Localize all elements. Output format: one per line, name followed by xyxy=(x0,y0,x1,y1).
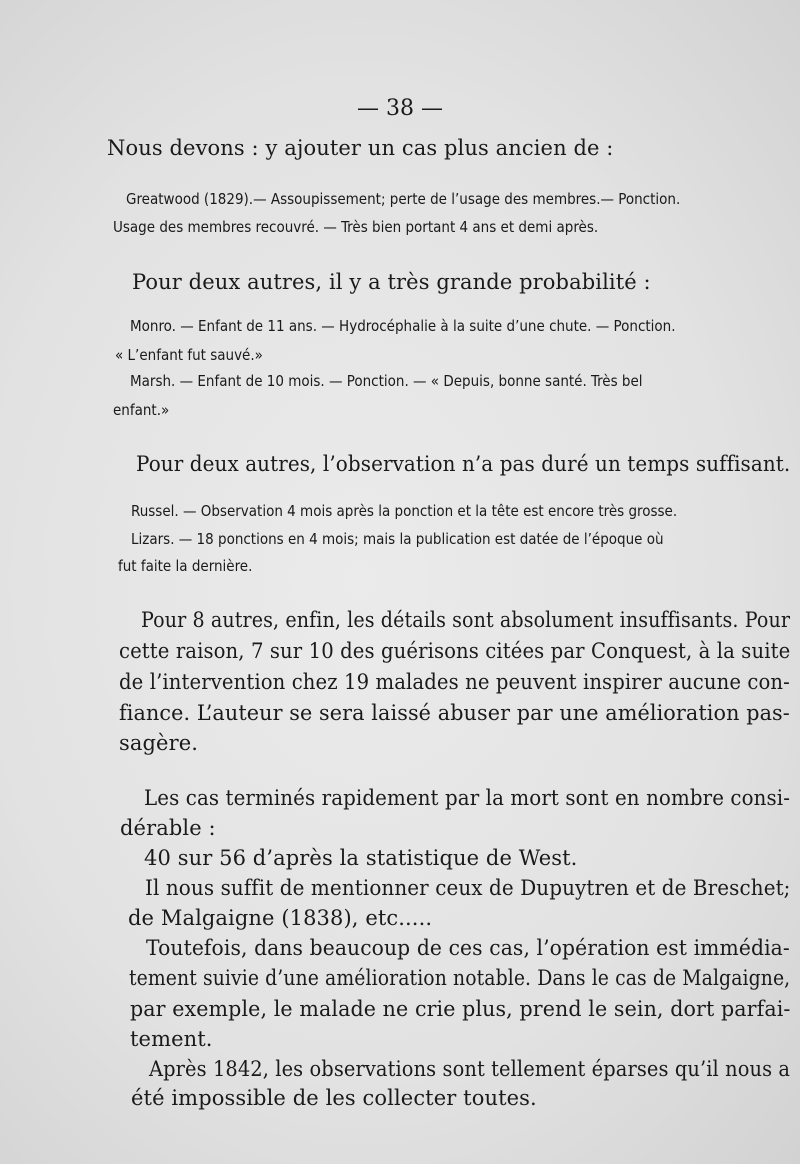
text-line: par exemple, le malade ne crie plus, prend le sein, dort parfai- xyxy=(130,997,791,1021)
text-line: tement. xyxy=(130,1027,213,1051)
text-line: Toutefois, dans beaucoup de ces cas, l’opération est immédia- xyxy=(146,936,790,960)
text-line: Marsh. — Enfant de 10 mois. — Ponction. — « Depuis, bonne santé. Très bel xyxy=(130,372,643,390)
text-line: tement suivie d’une amélioration notable. Dans le cas de Malgaigne, xyxy=(129,966,791,990)
text-line: Russel. — Observation 4 mois après la ponction et la tête est encore très grosse. xyxy=(131,502,678,520)
text-line: Pour 8 autres, enfin, les détails sont absolument insuffisants. Pour xyxy=(141,608,791,632)
text-line: Greatwood (1829).— Assoupissement; perte de l’usage des membres.— Ponction. xyxy=(126,190,681,208)
text-line: Nous devons : y ajouter un cas plus ancien de : xyxy=(107,136,614,160)
text-line: fut faite la dernière. xyxy=(118,557,253,575)
text-line: enfant.» xyxy=(113,401,170,419)
text-line: Après 1842, les observations sont tellement éparses qu’il nous a xyxy=(149,1057,791,1081)
text-line: fiance. L’auteur se sera laissé abuser par une amélioration pas- xyxy=(119,701,790,725)
text-line: 40 sur 56 d’après la statistique de West. xyxy=(144,846,578,870)
text-line: dérable : xyxy=(120,816,216,840)
text-line: de Malgaigne (1838), etc..... xyxy=(128,906,433,930)
text-line: été impossible de les collecter toutes. xyxy=(131,1086,537,1110)
text-line: Pour deux autres, l’observation n’a pas duré un temps suffisant. xyxy=(136,452,791,476)
text-line: Lizars. — 18 ponctions en 4 mois; mais la publication est datée de l’époque où xyxy=(131,530,664,548)
text-line: Il nous suffit de mentionner ceux de Dupuytren et de Breschet; xyxy=(145,876,791,900)
text-line: de l’intervention chez 19 malades ne peuvent inspirer aucune con- xyxy=(119,670,790,694)
text-line: Les cas terminés rapidement par la mort sont en nombre consi- xyxy=(144,786,791,810)
text-line: Pour deux autres, il y a très grande probabilité : xyxy=(132,270,651,294)
text-line: Monro. — Enfant de 11 ans. — Hydrocéphalie à la suite d’une chute. — Ponction. xyxy=(130,317,676,335)
text-line: sagère. xyxy=(119,731,199,755)
text-line: « L’enfant fut sauvé.» xyxy=(115,346,263,364)
text-line: cette raison, 7 sur 10 des guérisons citées par Conquest, à la suite xyxy=(119,639,791,663)
page-number: — 38 — xyxy=(357,96,443,121)
text-line: Usage des membres recouvré. — Très bien portant 4 ans et demi après. xyxy=(113,218,599,236)
